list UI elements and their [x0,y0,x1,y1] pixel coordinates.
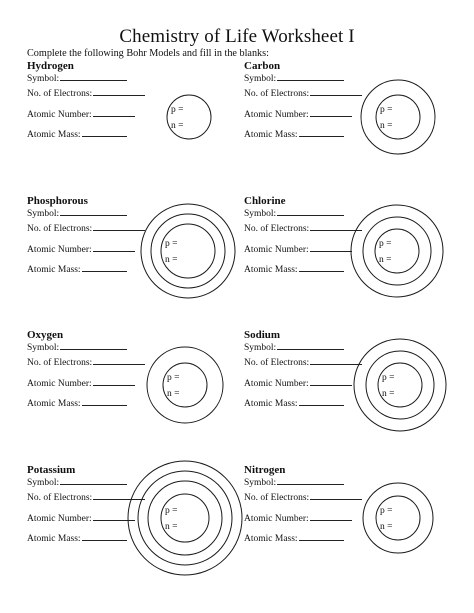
electron-shell-1 [361,80,435,154]
bohr-model-hydrogen[interactable] [165,93,213,141]
protons-label: p = [380,506,393,516]
atomic-number-field [27,511,135,525]
electrons-blank[interactable] [93,86,145,96]
element-name: Hydrogen [27,60,74,72]
atomic-mass-label: Atomic Mass: [244,399,298,409]
bohr-model-potassium[interactable] [126,459,244,577]
electrons-field [244,86,362,100]
symbol-field [27,340,127,354]
bohr-model-oxygen[interactable] [145,345,225,425]
symbol-field [27,475,127,489]
symbol-field [244,340,344,354]
electrons-label: No. of Electrons: [244,493,310,503]
electrons-field [244,221,362,235]
symbol-blank[interactable] [60,340,127,350]
electrons-blank[interactable] [93,221,145,231]
atomic-number-label: Atomic Number: [27,514,92,524]
symbol-field [244,206,344,220]
protons-label: p = [171,105,184,115]
symbol-label: Symbol: [27,343,60,353]
element-name: Chlorine [244,195,286,207]
nucleus-circle [167,95,211,139]
atomic-number-field [244,511,352,525]
atomic-mass-field [27,127,127,141]
atomic-mass-blank[interactable] [299,531,344,541]
atomic-number-field [27,242,135,256]
symbol-label: Symbol: [27,478,60,488]
atomic-number-label: Atomic Number: [244,514,309,524]
atomic-number-blank[interactable] [93,107,135,117]
symbol-field [27,71,127,85]
atomic-mass-label: Atomic Mass: [27,399,81,409]
atomic-mass-label: Atomic Mass: [244,534,298,544]
electrons-field [27,355,145,369]
electron-shell-1 [366,351,434,419]
protons-label: p = [165,506,178,516]
neutrons-label: n = [380,522,393,532]
electrons-label: No. of Electrons: [244,358,310,368]
atomic-mass-field [244,127,344,141]
neutrons-label: n = [167,389,180,399]
electron-shell-2 [351,205,443,297]
atomic-number-label: Atomic Number: [27,379,92,389]
electron-shell-1 [151,214,225,288]
atomic-mass-field [27,531,127,545]
bohr-model-phosphorous[interactable] [139,202,237,300]
symbol-field [244,475,344,489]
atomic-number-label: Atomic Number: [27,110,92,120]
element-name: Potassium [27,464,76,476]
protons-label: p = [379,239,392,249]
atomic-number-label: Atomic Number: [244,245,309,255]
electron-shell-1 [147,347,223,423]
atomic-mass-blank[interactable] [82,262,127,272]
electrons-label: No. of Electrons: [27,358,93,368]
electrons-blank[interactable] [93,355,145,365]
atomic-number-field [244,107,352,121]
atomic-mass-field [27,262,127,276]
instructions-text: Complete the following Bohr Models and fill in the blanks: [27,48,269,59]
atomic-number-field [244,242,352,256]
electrons-label: No. of Electrons: [27,89,93,99]
atomic-number-blank[interactable] [93,242,135,252]
neutrons-label: n = [171,121,184,131]
worksheet-title: Chemistry of Life Worksheet I [119,26,355,47]
nucleus-circle [375,229,419,273]
element-name: Oxygen [27,329,64,341]
atomic-mass-label: Atomic Mass: [244,265,298,275]
element-name: Phosphorous [27,195,88,207]
symbol-blank[interactable] [277,475,344,485]
neutrons-label: n = [382,389,395,399]
nucleus-circle [161,494,209,542]
symbol-label: Symbol: [244,478,277,488]
atomic-mass-field [27,396,127,410]
atomic-mass-label: Atomic Mass: [27,265,81,275]
atomic-number-field [27,107,135,121]
protons-label: p = [380,105,393,115]
neutrons-label: n = [165,522,178,532]
nucleus-circle [378,363,422,407]
symbol-label: Symbol: [27,209,60,219]
atomic-number-label: Atomic Number: [244,110,309,120]
neutrons-label: n = [379,255,392,265]
electrons-field [244,355,362,369]
electron-shell-2 [138,471,232,565]
symbol-label: Symbol: [244,74,277,84]
element-name: Carbon [244,60,281,72]
atomic-mass-blank[interactable] [299,127,344,137]
electron-shell-3 [128,461,242,575]
atomic-number-blank[interactable] [310,376,352,386]
protons-label: p = [167,373,180,383]
electrons-field [27,86,145,100]
symbol-blank[interactable] [60,71,127,81]
neutrons-label: n = [165,255,178,265]
atomic-mass-blank[interactable] [299,262,344,272]
bohr-model-chlorine[interactable] [349,203,445,299]
electron-shell-1 [363,217,431,285]
atomic-mass-label: Atomic Mass: [27,534,81,544]
bohr-model-nitrogen[interactable] [361,481,435,555]
symbol-blank[interactable] [277,340,344,350]
electrons-field [244,490,362,504]
symbol-blank[interactable] [60,475,127,485]
nucleus-circle [376,95,420,139]
atomic-number-blank[interactable] [310,511,352,521]
electrons-label: No. of Electrons: [27,493,93,503]
bohr-model-sodium[interactable] [352,337,448,433]
atomic-number-field [244,376,352,390]
electron-shell-1 [363,483,433,553]
electrons-field [27,221,145,235]
symbol-blank[interactable] [277,71,344,81]
atomic-mass-blank[interactable] [82,127,127,137]
symbol-label: Symbol: [27,74,60,84]
symbol-blank[interactable] [60,206,127,216]
bohr-model-carbon[interactable] [359,78,437,156]
symbol-label: Symbol: [244,209,277,219]
atomic-number-field [27,376,135,390]
neutrons-label: n = [380,121,393,131]
nucleus-circle [161,224,215,278]
atomic-number-blank[interactable] [310,242,352,252]
atomic-mass-blank[interactable] [299,396,344,406]
atomic-number-blank[interactable] [310,107,352,117]
atomic-number-label: Atomic Number: [244,379,309,389]
electrons-label: No. of Electrons: [244,89,310,99]
element-name: Sodium [244,329,281,341]
element-name: Nitrogen [244,464,286,476]
atomic-mass-blank[interactable] [82,396,127,406]
nucleus-circle [376,496,420,540]
atomic-number-label: Atomic Number: [27,245,92,255]
electron-shell-1 [148,481,222,555]
protons-label: p = [382,373,395,383]
protons-label: p = [165,239,178,249]
electrons-label: No. of Electrons: [244,224,310,234]
symbol-field [27,206,127,220]
atomic-mass-field [244,262,344,276]
atomic-mass-label: Atomic Mass: [27,130,81,140]
symbol-blank[interactable] [277,206,344,216]
electrons-blank[interactable] [310,86,362,96]
atomic-mass-field [244,531,344,545]
atomic-mass-label: Atomic Mass: [244,130,298,140]
electron-shell-2 [141,204,235,298]
electrons-blank[interactable] [310,490,362,500]
symbol-field [244,71,344,85]
electrons-label: No. of Electrons: [27,224,93,234]
nucleus-circle [163,363,207,407]
atomic-mass-blank[interactable] [82,531,127,541]
electron-shell-2 [354,339,446,431]
symbol-label: Symbol: [244,343,277,353]
atomic-mass-field [244,396,344,410]
atomic-number-blank[interactable] [93,376,135,386]
